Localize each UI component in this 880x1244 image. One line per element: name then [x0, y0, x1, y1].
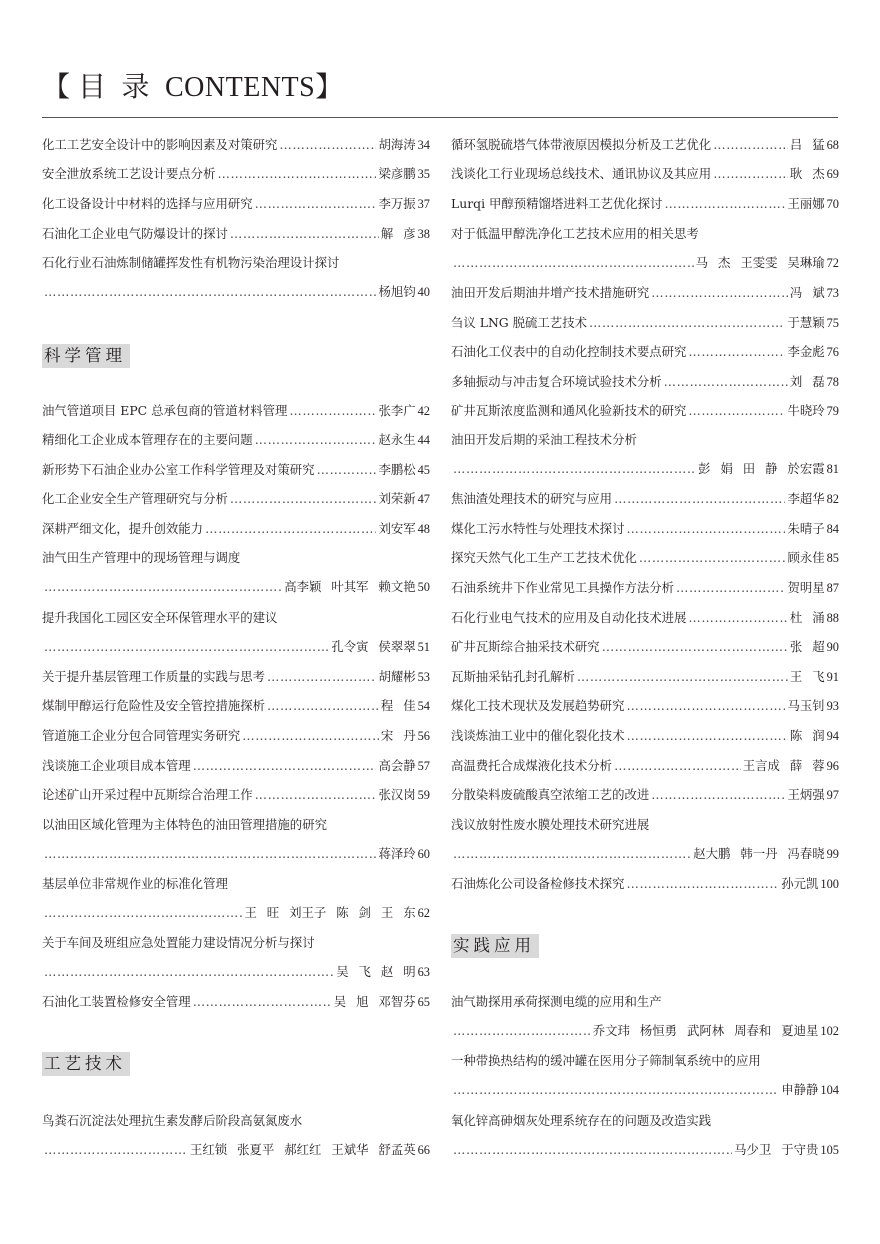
entry-page: 99 [826, 847, 839, 861]
toc-entry[interactable] [42, 514, 430, 543]
entry-page: 59 [417, 788, 430, 802]
dot-leader [626, 721, 787, 750]
entry-title: 油田开发后期油井增产技术措施研究 [451, 285, 650, 300]
entry-title: 以油田区域化管理为主体特色的油田管理措施的研究 [42, 817, 327, 832]
entry-author: 刘安军 [378, 521, 416, 536]
entry-title: 安全泄放系统工艺设计要点分析 [42, 166, 216, 181]
entry-title: 石化行业石油炼制储罐挥发性有机物污染治理设计探讨 [42, 255, 340, 270]
dot-leader [44, 1135, 188, 1164]
entry-author: 杨旭钧 [378, 284, 416, 299]
entry-page: 72 [826, 256, 839, 270]
entry-author: 顾永佳 [787, 550, 825, 565]
dot-leader [639, 543, 786, 572]
section-heading-practice-application: 实践应用 [451, 934, 539, 958]
entry-page: 84 [826, 522, 839, 536]
entry-author: 梁彦鹏 [378, 166, 416, 181]
toc-entry[interactable] [42, 662, 430, 691]
dot-leader [688, 396, 785, 425]
entry-author: 张李广 [378, 403, 416, 418]
dot-leader [255, 780, 377, 809]
dot-leader [44, 632, 329, 661]
dot-leader [453, 1075, 779, 1104]
entry-page: 66 [417, 1143, 430, 1157]
entry-page: 69 [826, 167, 839, 181]
dot-leader [44, 277, 376, 306]
toc-entry[interactable] [42, 721, 430, 750]
entry-author: 李金彪 [787, 344, 825, 359]
entry-page: 44 [417, 433, 430, 447]
toc-entry[interactable] [451, 543, 839, 572]
toc-entry[interactable] [42, 130, 430, 159]
entry-page: 94 [826, 729, 839, 743]
dot-leader [626, 514, 785, 543]
toc-entry[interactable] [42, 543, 430, 594]
entry-author: 高李颖 叶其军 赖文艳 [284, 579, 416, 594]
toc-entry[interactable] [42, 810, 430, 861]
entry-page: 57 [417, 759, 430, 773]
entry-page: 105 [820, 1143, 839, 1157]
entry-author: 孙元凯 [781, 876, 819, 891]
entry-author: 刘荣新 [378, 491, 416, 506]
entry-title: 刍议 LNG 脱硫工艺技术 [451, 315, 587, 330]
toc-entry[interactable] [451, 810, 839, 861]
entry-author: 王炳强 [787, 787, 825, 802]
entry-title: 多轴振动与冲击复合环境试验技术分析 [451, 374, 662, 389]
entry-page: 45 [417, 463, 430, 477]
dot-leader [688, 337, 785, 366]
dot-leader [230, 484, 377, 513]
dot-leader [44, 957, 334, 986]
entry-title: 一种带换热结构的缓冲罐在医用分子筛制氧系统中的应用 [451, 1053, 761, 1068]
entry-page: 85 [826, 551, 839, 565]
entry-page: 65 [417, 995, 430, 1009]
toc-entry[interactable] [451, 159, 839, 188]
dot-leader [614, 751, 741, 780]
toc-entry[interactable] [42, 455, 430, 484]
entry-page: 34 [417, 138, 430, 152]
entry-title: 油气勘探用承荷探测电缆的应用和生产 [451, 994, 662, 1009]
entry-page: 47 [417, 492, 430, 506]
entry-title: 对于低温甲醇洗净化工艺技术应用的相关思考 [451, 226, 699, 241]
entry-title: 提升我国化工园区安全环保管理水平的建议 [42, 610, 278, 625]
entry-title: 煤制甲醇运行危险性及安全管控措施探析 [42, 698, 266, 713]
entry-page: 53 [417, 670, 430, 684]
entry-author: 乔文玮 杨恒勇 武阿林 周春和 夏迪星 [592, 1023, 819, 1038]
entry-author: 程 佳 [380, 698, 416, 713]
entry-title: 油田开发后期的采油工程技术分析 [451, 432, 637, 447]
section-heading-process-technology: 工艺技术 [42, 1052, 130, 1076]
dot-leader [664, 367, 788, 396]
entry-title: 化工设备设计中材料的选择与应用研究 [42, 196, 253, 211]
entry-author: 刘 磊 [789, 374, 825, 389]
entry-author: 胡耀彬 [378, 669, 416, 684]
toc-entry[interactable] [42, 987, 430, 1016]
entry-page: 56 [417, 729, 430, 743]
toc-entry[interactable] [451, 751, 839, 780]
entry-page: 70 [826, 197, 839, 211]
toc-entry[interactable] [42, 691, 430, 720]
entry-page: 50 [417, 580, 430, 594]
toc-entry[interactable] [451, 987, 839, 1038]
entry-title: 矿井瓦斯浓度监测和通风化验新技术的研究 [451, 403, 687, 418]
entry-title: 油气田生产管理中的现场管理与调度 [42, 550, 241, 565]
entry-title: 基层单位非常规作业的标准化管理 [42, 876, 228, 891]
entry-page: 35 [417, 167, 430, 181]
entry-author: 蒋泽玲 [378, 846, 416, 861]
entry-page: 42 [417, 404, 430, 418]
dot-leader [651, 780, 785, 809]
entry-title: 管道施工企业分包合同管理实务研究 [42, 728, 241, 743]
entry-title: 油气管道项目 EPC 总承包商的管道材料管理 [42, 403, 288, 418]
dot-leader [267, 662, 376, 691]
entry-author: 牛晓玲 [787, 403, 825, 418]
dot-leader [242, 721, 379, 750]
dot-leader [589, 308, 785, 337]
entry-title: 石油化工仪表中的自动化控制技术要点研究 [451, 344, 687, 359]
entry-title: 关于车间及班组应急处置能力建设情况分析与探讨 [42, 935, 315, 950]
entry-title: Lurqi 甲醇预精馏塔进料工艺优化探讨 [451, 196, 663, 211]
entry-title: 石化行业电气技术的应用及自动化技术进展 [451, 610, 687, 625]
entry-page: 104 [820, 1083, 839, 1097]
entry-title: 浅谈施工企业项目成本管理 [42, 758, 191, 773]
toc-entry[interactable] [451, 1046, 839, 1097]
entry-page: 82 [826, 492, 839, 506]
entry-author: 马 杰 王雯雯 吴琳瑜 [695, 255, 825, 270]
entry-author: 杜 涌 [789, 610, 825, 625]
entry-page: 73 [826, 286, 839, 300]
toc-entry[interactable] [451, 219, 839, 270]
dot-leader [205, 514, 376, 543]
dot-leader [217, 159, 376, 188]
entry-title: 瓦斯抽采钻孔封孔解析 [451, 669, 575, 684]
entry-author: 朱晴子 [787, 521, 825, 536]
entry-author: 李万振 [378, 196, 416, 211]
toc-entry[interactable] [451, 367, 839, 396]
toc-entry[interactable] [451, 337, 839, 366]
dot-leader [664, 189, 785, 218]
toc-entry[interactable] [451, 603, 839, 632]
entry-author: 胡海涛 [378, 137, 416, 152]
toc-entry[interactable] [42, 1106, 430, 1157]
entry-author: 彭 娟 田 静 於宏霞 [698, 461, 825, 476]
dot-leader [267, 691, 379, 720]
entry-page: 96 [826, 759, 839, 773]
toc-entry[interactable] [451, 514, 839, 543]
dot-leader [317, 455, 377, 484]
dot-leader [688, 603, 787, 632]
toc-entry[interactable] [451, 278, 839, 307]
entry-author: 王丽娜 [787, 196, 825, 211]
toc-entry[interactable] [42, 425, 430, 454]
entry-title: 鸟粪石沉淀法处理抗生素发酵后阶段高氨氮废水 [42, 1113, 303, 1128]
entry-author: 张 超 [789, 639, 825, 654]
entry-page: 63 [417, 965, 430, 979]
entry-author: 耿 杰 [789, 166, 825, 181]
dot-leader [614, 484, 785, 513]
dot-leader [279, 130, 376, 159]
entry-author: 申静静 [781, 1082, 819, 1097]
entry-author: 赵大鹏 韩一丹 冯春晓 [693, 846, 825, 861]
dot-leader [453, 248, 694, 277]
entry-author: 李超华 [787, 491, 825, 506]
entry-title: 煤化工技术现状及发展趋势研究 [451, 698, 625, 713]
entry-title: 高温费托合成煤液化技术分析 [451, 758, 613, 773]
entry-title: 化工工艺安全设计中的影响因素及对策研究 [42, 137, 278, 152]
dot-leader [255, 425, 377, 454]
entry-author: 孔令寅 侯翠翠 [331, 639, 416, 654]
entry-title: 浅谈炼油工业中的催化裂化技术 [451, 728, 625, 743]
contents-header [42, 68, 838, 118]
entry-author: 王红锁 张夏平 郝红红 王斌华 舒孟英 [189, 1142, 416, 1157]
toc-entry[interactable] [42, 248, 430, 299]
dot-leader [453, 839, 691, 868]
contents-title: 【 目 录 CONTENTS】 [42, 72, 344, 103]
entry-author: 马少卫 于守贵 [734, 1142, 819, 1157]
toc-entry[interactable] [451, 869, 839, 898]
entry-author: 李鹏松 [378, 462, 416, 477]
dot-leader [453, 454, 696, 483]
dot-leader [713, 130, 788, 159]
entry-title: 循环氢脱硫塔气体带液原因模拟分析及工艺优化 [451, 137, 712, 152]
entry-author: 吕 猛 [789, 137, 825, 152]
dot-leader [602, 632, 788, 661]
entry-author: 王言成 薛 蓉 [742, 758, 825, 773]
entry-title: 精细化工企业成本管理存在的主要问题 [42, 432, 253, 447]
entry-author: 吴 飞 赵 明 [336, 964, 416, 979]
entry-author: 陈 润 [789, 728, 825, 743]
entry-author: 马玉钊 [787, 698, 825, 713]
dot-leader [651, 278, 788, 307]
entry-author: 张汉岗 [378, 787, 416, 802]
entry-title: 石油系统井下作业常见工具操作方法分析 [451, 580, 675, 595]
toc-entry[interactable] [451, 721, 839, 750]
entry-author: 宋 丹 [380, 728, 416, 743]
entry-page: 88 [826, 611, 839, 625]
entry-page: 62 [417, 906, 430, 920]
toc-entry[interactable] [451, 189, 839, 218]
entry-title: 氧化锌高砷烟灰处理系统存在的问题及改造实践 [451, 1113, 712, 1128]
dot-leader [193, 987, 332, 1016]
dot-leader [453, 1016, 591, 1045]
entry-title: 分散染料废硫酸真空浓缩工艺的改进 [451, 787, 650, 802]
toc-entry[interactable] [42, 189, 430, 218]
dot-leader [453, 1135, 732, 1164]
entry-author: 王 旺 刘王子 陈 剑 王 东 [244, 905, 416, 920]
toc-entry[interactable] [451, 662, 839, 691]
toc-entry[interactable] [451, 573, 839, 602]
toc-entry[interactable] [42, 751, 430, 780]
entry-page: 38 [417, 227, 430, 241]
entry-title: 论述矿山开采过程中瓦斯综合治理工作 [42, 787, 253, 802]
entry-page: 60 [417, 847, 430, 861]
entry-page: 51 [417, 640, 430, 654]
toc-entry[interactable] [451, 691, 839, 720]
toc-entry[interactable] [451, 130, 839, 159]
entry-title: 石油炼化公司设备检修技术探究 [451, 876, 625, 891]
entry-page: 40 [417, 285, 430, 299]
entry-title: 焦油渣处理技术的研究与应用 [451, 491, 613, 506]
toc-entry[interactable] [42, 869, 430, 920]
entry-title: 化工企业安全生产管理研究与分析 [42, 491, 228, 506]
entry-title: 深耕严细文化，提升创效能力 [42, 521, 204, 536]
entry-title: 探究天然气化工生产工艺技术优化 [451, 550, 637, 565]
dot-leader [44, 839, 376, 868]
dot-leader [44, 572, 282, 601]
entry-page: 78 [826, 375, 839, 389]
dot-leader [193, 751, 377, 780]
entry-title: 浅议放射性废水膜处理技术研究进展 [451, 817, 650, 832]
entry-title: 关于提升基层管理工作质量的实践与思考 [42, 669, 266, 684]
toc-entry[interactable] [451, 632, 839, 661]
toc-entry[interactable] [42, 396, 430, 425]
entry-page: 37 [417, 197, 430, 211]
entry-title: 煤化工污水特性与处理技术探讨 [451, 521, 625, 536]
entry-author: 高会静 [378, 758, 416, 773]
toc-entry[interactable] [42, 484, 430, 513]
entry-title: 石油化工企业电气防爆设计的探讨 [42, 226, 228, 241]
entry-title: 新形势下石油企业办公室工作科学管理及对策研究 [42, 462, 315, 477]
entry-page: 87 [826, 581, 839, 595]
toc-entry[interactable] [451, 425, 839, 476]
entry-title: 石油化工装置检修安全管理 [42, 994, 191, 1009]
section-heading-science-management: 科学管理 [42, 344, 130, 368]
entry-page: 75 [826, 316, 839, 330]
entry-page: 97 [826, 788, 839, 802]
toc-entry[interactable] [42, 603, 430, 654]
dot-leader [713, 159, 788, 188]
dot-leader [230, 219, 379, 248]
dot-leader [676, 573, 785, 602]
dot-leader [44, 898, 242, 927]
entry-author: 贺明星 [787, 580, 825, 595]
toc-entry[interactable] [451, 780, 839, 809]
toc-entry[interactable] [451, 308, 839, 337]
entry-page: 100 [820, 877, 839, 891]
entry-author: 赵永生 [378, 432, 416, 447]
toc-entry[interactable] [42, 928, 430, 979]
dot-leader [255, 189, 377, 218]
dot-leader [577, 662, 788, 691]
entry-page: 76 [826, 345, 839, 359]
entry-author: 解 彦 [380, 226, 416, 241]
dot-leader [289, 396, 376, 425]
toc-entry[interactable] [451, 396, 839, 425]
entry-page: 68 [826, 138, 839, 152]
dot-leader [626, 869, 779, 898]
entry-page: 93 [826, 699, 839, 713]
entry-page: 90 [826, 640, 839, 654]
dot-leader [626, 691, 785, 720]
entry-page: 91 [826, 670, 839, 684]
toc-entry[interactable] [451, 1106, 839, 1157]
entry-author: 王 飞 [789, 669, 825, 684]
toc-entry[interactable] [42, 159, 430, 188]
entry-page: 79 [826, 404, 839, 418]
entry-page: 81 [826, 462, 839, 476]
entry-title: 浅谈化工行业现场总线技术、通讯协议及其应用 [451, 166, 712, 181]
entry-page: 54 [417, 699, 430, 713]
entry-author: 吴 旭 邓智芬 [333, 994, 416, 1009]
toc-entry[interactable] [451, 484, 839, 513]
entry-page: 102 [820, 1024, 839, 1038]
entry-page: 48 [417, 522, 430, 536]
toc-entry[interactable] [42, 780, 430, 809]
entry-author: 于慧颖 [787, 315, 825, 330]
entry-author: 冯 斌 [789, 285, 825, 300]
entry-title: 矿井瓦斯综合抽采技术研究 [451, 639, 600, 654]
toc-entry[interactable] [42, 219, 430, 248]
